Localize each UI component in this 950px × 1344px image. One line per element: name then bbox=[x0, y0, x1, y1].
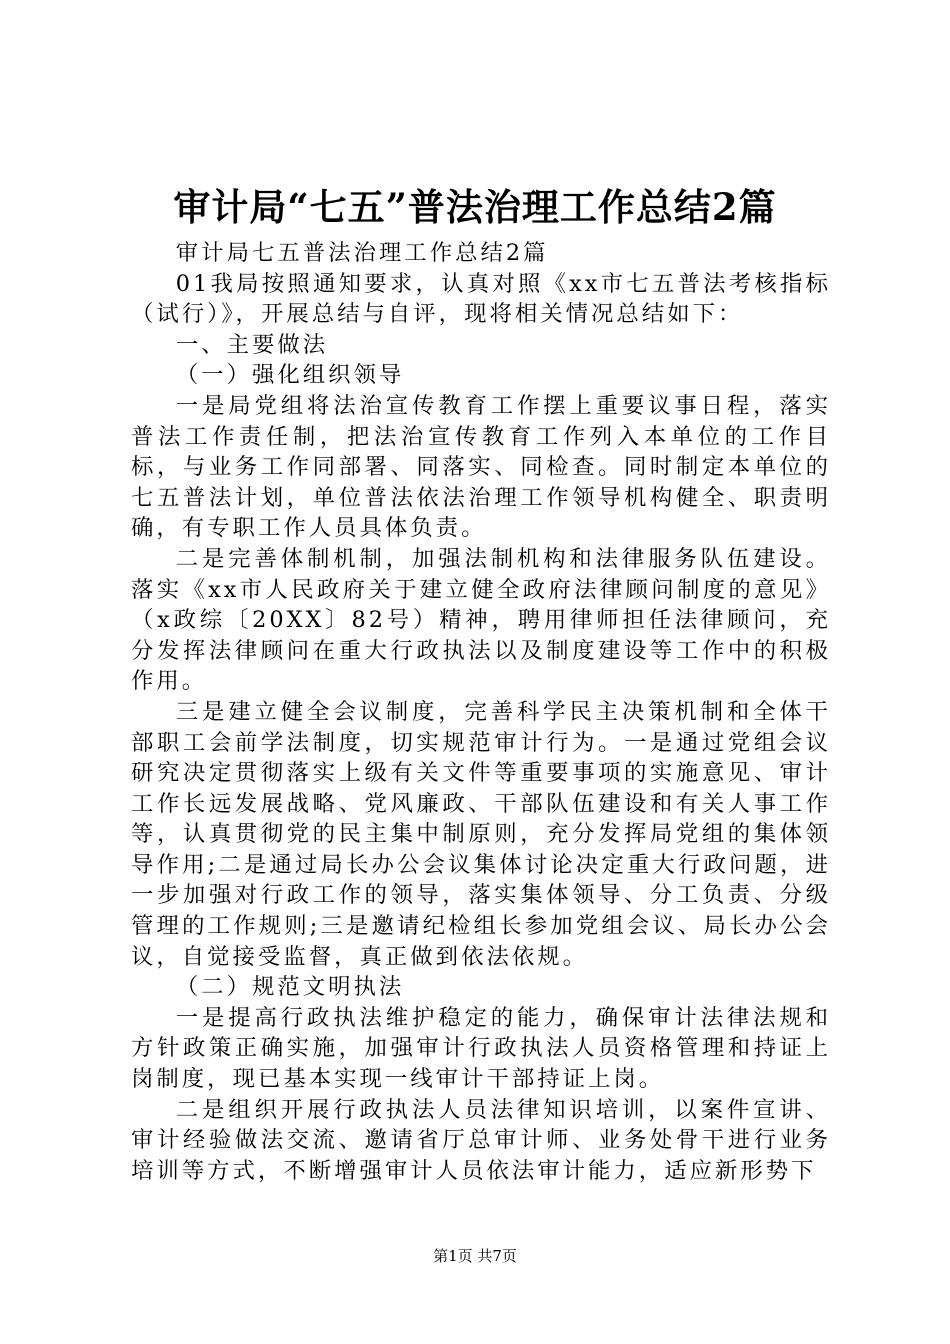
paragraph: 二是完善体制机制，加强法制机构和法律服务队伍建设。落实《xx市人民政府关于建立健全政府法律顾问制度的意见》（x政综〔20XX〕82号）精神，聘用律师担任法律顾问，充分发挥法律顾问在重大行政执法以及制度建设等工作中的积极作用。 bbox=[131, 545, 831, 695]
paragraph: 一是局党组将法治宣传教育工作摆上重要议事日程，落实普法工作责任制，把法治宣传教育工作列入本单位的工作目标，与业务工作同部署、同落实、同检查。同时制定本单位的七五普法计划，单位普法依法治理工作领导机构健全、职责明确，有专职工作人员具体负责。 bbox=[131, 392, 831, 542]
document-title: 审计局“七五”普法治理工作总结2篇 bbox=[173, 185, 777, 229]
document-body bbox=[131, 238, 831, 1186]
subsection-heading: （二）规范文明执法 bbox=[175, 974, 405, 1001]
paragraph-intro: 01我局按照通知要求，认真对照《xx市七五普法考核指标（试行）》，开展总结与自评，现将相关情况总结如下： bbox=[131, 270, 831, 328]
section-heading: 一、主要做法 bbox=[175, 331, 329, 358]
page-footer: 第1页 共7页 bbox=[433, 1247, 517, 1265]
paragraph: 二是组织开展行政执法人员法律知识培训，以案件宣讲、审计经验做法交流、邀请省厅总审计师、业务处骨干进行业务培训等方式，不断增强审计人员依法审计能力，适应新形势下 bbox=[131, 1096, 831, 1184]
paragraph-subtitle: 审计局七五普法治理工作总结2篇 bbox=[175, 240, 549, 266]
paragraph: 三是建立健全会议制度，完善科学民主决策机制和全体干部职工会前学法制度，切实规范审计行为。一是通过党组会议研究决定贯彻落实上级有关文件等重要事项的实施意见、审计工作长远发展战略、党风廉政、干部队伍建设和有关人事工作等，认真贯彻党的民主集中制原则，充分发挥局党组的集体领导作用;二是通过局长办公会议集体讨论决定重大行政问题，进一步加强对行政工作的领导，落实集体领导、分工负责、分级管理的工作规则;三是邀请纪检组长参加党组会议、局长办公会议，自觉接受监督，真正做到依法依规。 bbox=[131, 698, 831, 970]
subsection-heading: （一）强化组织领导 bbox=[175, 362, 405, 389]
paragraph: 一是提高行政执法维护稳定的能力，确保审计法律法规和方针政策正确实施，加强审计行政执法人员资格管理和持证上岗制度，现已基本实现一线审计干部持证上岗。 bbox=[131, 1004, 831, 1093]
